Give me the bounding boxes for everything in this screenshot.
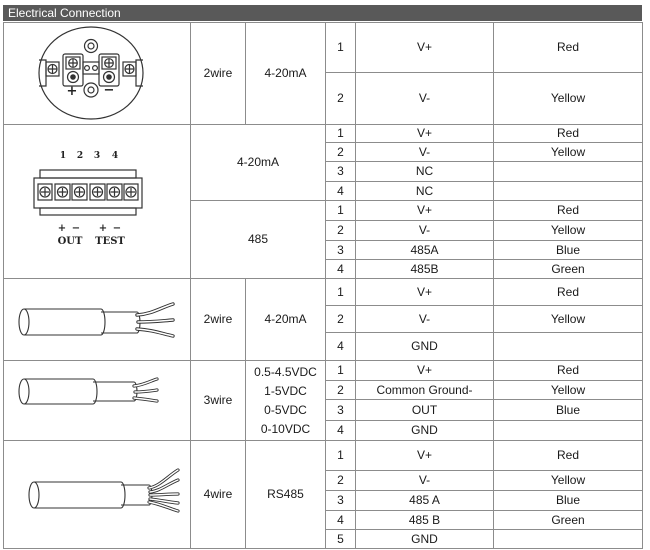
pin-number: 4 [326,511,356,530]
pin-number: 4 [326,333,356,361]
minus-label: − [103,82,115,98]
pin-number: 4 [326,260,356,279]
pin-number: 3 [326,162,356,182]
pin-function: NC [356,162,494,182]
diagram-cell [4,23,191,125]
pin-number: 3 [326,491,356,511]
pin-number: 4 [326,182,356,201]
test-label: TEST [95,235,125,247]
pin-number: 2 [326,143,356,162]
wire-type: 2wire [191,23,246,125]
pin-function: 485B [356,260,494,279]
polarity-label: − [112,222,122,234]
pin-function: OUT [356,400,494,421]
pin-number: 1 [326,125,356,143]
pin-function: NC [356,182,494,201]
pin-function: 485 A [356,491,494,511]
pin-function: V+ [356,201,494,221]
cable-jacket [29,482,152,508]
wire-color: Yellow [494,306,643,333]
pin-function: V- [356,221,494,241]
cable-wires [149,470,178,511]
signal-type: RS485 [246,441,326,549]
pin-number: 2 [326,221,356,241]
pin-number: 1 [326,441,356,471]
terminal-block-icon [4,126,191,278]
pin-function: V+ [356,279,494,306]
terminal-block-body [34,170,142,215]
wire-type: 4wire [191,441,246,549]
terminal-number: 1 [59,150,67,161]
signal-type: 485 [191,201,326,279]
pin-number: 2 [326,306,356,333]
diagram-cell [4,441,191,549]
table-row [4,23,643,73]
cable-jacket [19,309,140,335]
pin-number: 3 [326,241,356,260]
pin-function: GND [356,333,494,361]
pin-number: 1 [326,361,356,381]
pin-function: 485A [356,241,494,260]
wire-color [494,333,643,361]
pin-function: V+ [356,23,494,73]
pin-number: 1 [326,201,356,221]
wire-color: Red [494,23,643,73]
pin-number: 1 [326,23,356,73]
plus-label: + [66,83,78,99]
wire-color: Blue [494,400,643,421]
signal-type: 0-10VDC [260,421,311,436]
pin-number: 1 [326,279,356,306]
pin-number: 2 [326,73,356,125]
cable-wires [137,304,173,336]
wire-color: Red [494,125,643,143]
polarity-label: + [57,222,67,234]
signal-type: 0.5-4.5VDC [254,364,317,379]
pin-number: 4 [326,421,356,441]
wire-color: Red [494,441,643,471]
pin-function: V- [356,471,494,491]
polarity-label: − [71,222,81,234]
signal-type: 1-5VDC [264,383,307,398]
pin-function: V- [356,306,494,333]
table-row [4,279,643,306]
table-row [4,441,643,471]
signal-type: 0-5VDC [264,402,307,417]
diagram-cell [4,361,191,441]
pin-function: V+ [356,125,494,143]
pin-function: GND [356,421,494,441]
pin-function: V+ [356,361,494,381]
pin-number: 2 [326,381,356,400]
pin-function: V+ [356,441,494,471]
wire-color: Yellow [494,221,643,241]
section-title: Electrical Connection [3,5,642,21]
wire-color [494,530,643,549]
signal-type: 4-20mA [246,279,326,361]
pin-number: 2 [326,471,356,491]
wire-color [494,162,643,182]
electrical-connection-table [3,22,643,549]
wire-color: Blue [494,491,643,511]
terminal-number: 3 [93,150,101,161]
wire-color: Red [494,361,643,381]
polarity-label: + [98,222,108,234]
pin-function: V- [356,143,494,162]
table-row [4,361,643,381]
pin-function: V- [356,73,494,125]
pin-function: 485 B [356,511,494,530]
diagram-cell [4,125,191,279]
signal-type-list [246,361,326,441]
wire-color: Yellow [494,471,643,491]
cable-icon [4,442,191,548]
wire-color [494,182,643,201]
wire-type: 2wire [191,279,246,361]
wire-type: 3wire [191,361,246,441]
pin-number: 5 [326,530,356,549]
wire-color [494,421,643,441]
terminal-number: 2 [76,150,84,161]
pin-function: GND [356,530,494,549]
wire-color: Yellow [494,73,643,125]
wire-color: Red [494,279,643,306]
cable-icon [4,362,191,440]
diagram-cell [4,279,191,361]
signal-type: 4-20mA [246,23,326,125]
pin-function: Common Ground- [356,381,494,400]
round-terminal-head-icon [4,24,191,124]
signal-type: 4-20mA [191,125,326,201]
cable-icon [4,280,191,360]
wire-color: Yellow [494,381,643,400]
wire-color: Green [494,260,643,279]
wire-color: Blue [494,241,643,260]
pin-number: 3 [326,400,356,421]
wire-color: Red [494,201,643,221]
out-label: OUT [57,235,83,247]
table-row [4,125,643,143]
cable-jacket [19,379,137,404]
wire-color: Green [494,511,643,530]
terminal-number: 4 [111,150,119,161]
wire-color: Yellow [494,143,643,162]
